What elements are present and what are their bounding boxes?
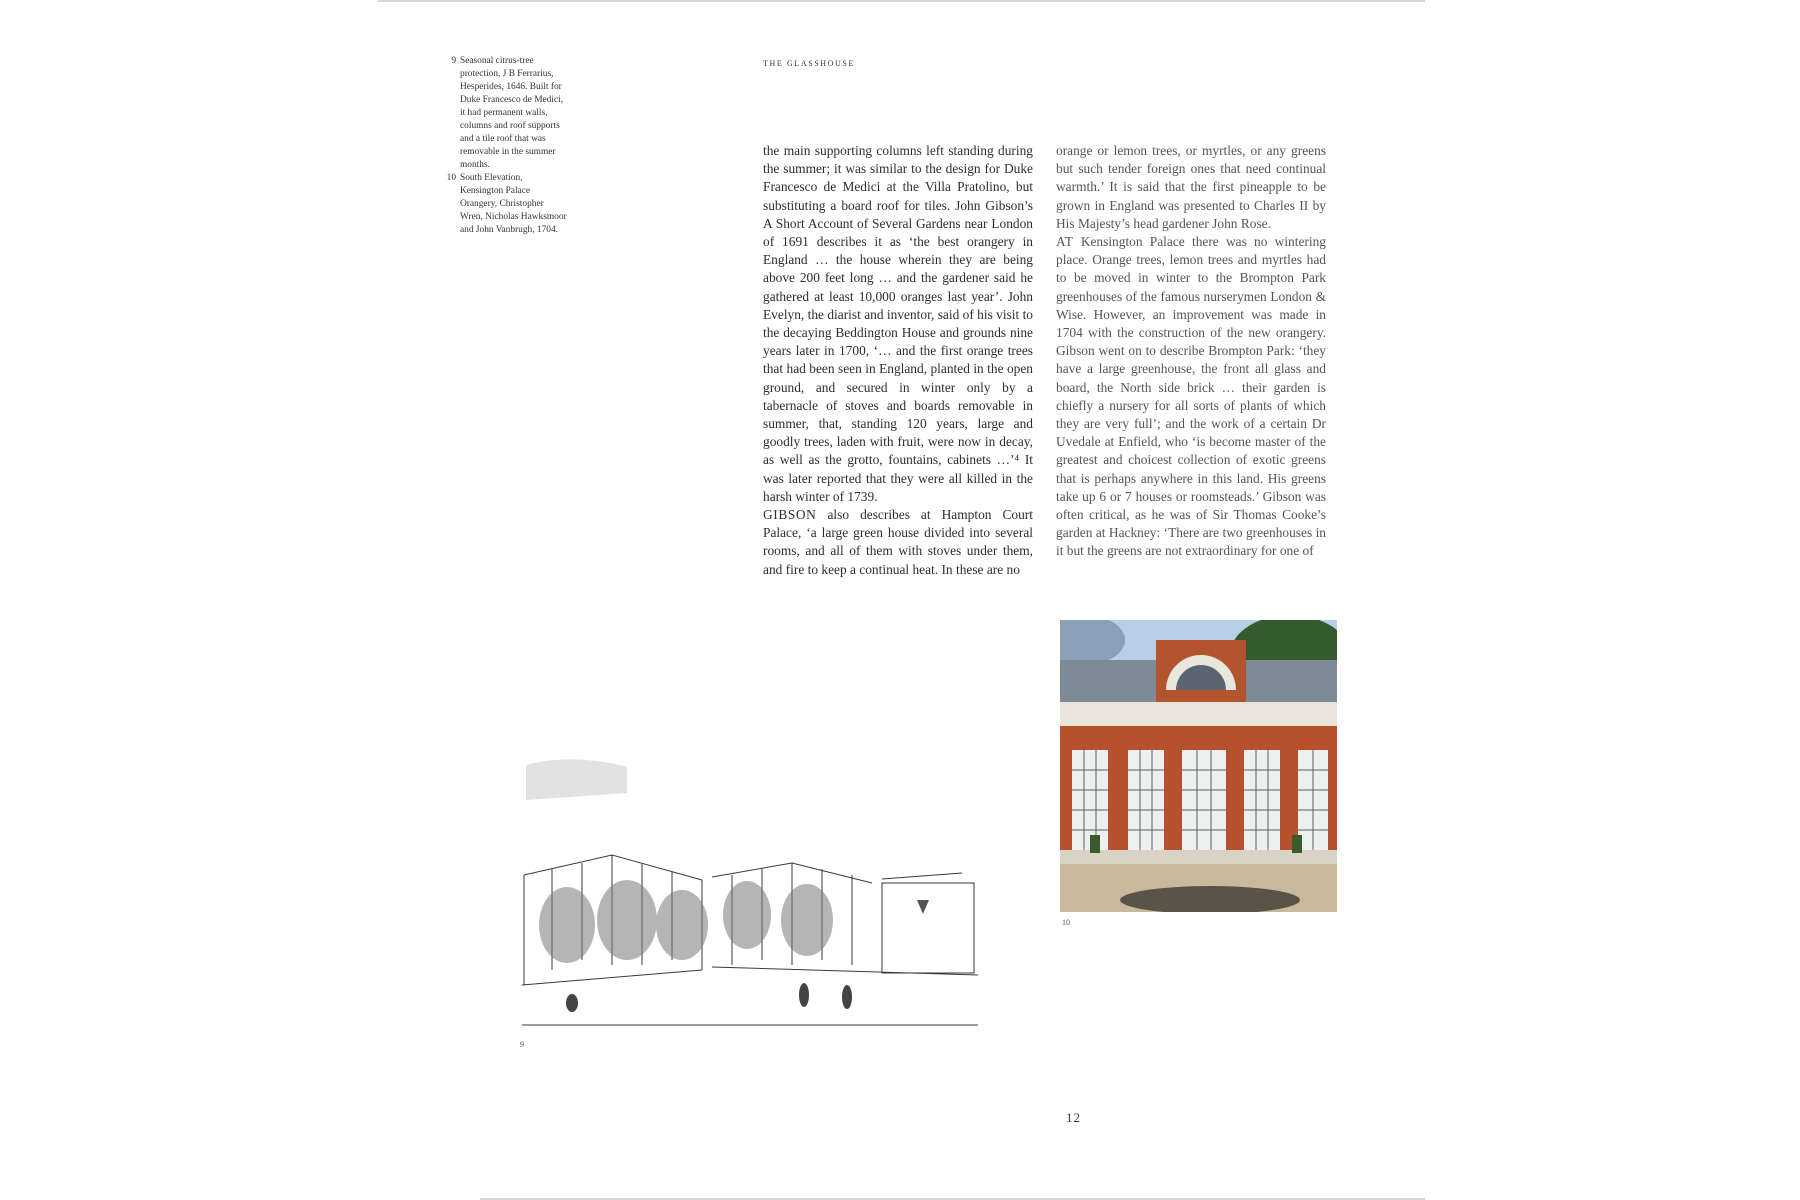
caption-9: [438, 55, 568, 172]
orangery-photo: [1060, 620, 1337, 912]
paragraph-lead: AT: [1056, 234, 1074, 250]
paragraph: orange or lemon trees, or myrtles, or any greens but such tender foreign ones that need continual warmth.’ It is said that the first pineapple to be grown in England was presented to Charles II by His Majesty’s head gardener John Rose.: [1056, 143, 1326, 231]
paragraph-text: also describes at Hampton Court Palace, ‘a large green house divided into several rooms, and all of them with stoves under them, and fire to keep a continual heat. In these are no: [763, 507, 1033, 577]
page-top-edge: [378, 0, 1425, 2]
paragraph: the main supporting columns left standing during the summer; it was similar to the design for Duke Francesco de Medici at the Villa Pratolino, but substituting a board roof for tiles. John Gibson’s A Short Account of Several Gardens near London of 1691 describes it as ‘the best orangery in England … the house wherein they are being above 200 feet long … and the gardener said he gathered at least 10,000 oranges last year’. John Evelyn, the diarist and inventor, said of his visit to the decaying Beddington House and grounds nine years later in 1700, ‘… and the first orange trees that had been seen in England, planted in the open ground, and secured in winter only by a tabernacle of stoves and boards removable in summer, that, standing 120 years, large and goodly trees, laden with fruit, were now in decay, as well as the grotto, fountains, cabinets …’⁴ It was later reported that they were all killed in the harsh winter of 1739.: [763, 143, 1033, 504]
engraving-illustration: [522, 755, 978, 1035]
paragraph: [1056, 233, 1326, 561]
figure-number: 9: [520, 1040, 524, 1049]
body-column-left: [763, 142, 1033, 579]
figure-number: 10: [1062, 918, 1070, 927]
running-head: THE GLASSHOUSE: [763, 59, 855, 68]
paragraph: [763, 506, 1033, 579]
page-number: 12: [1066, 1110, 1081, 1125]
paragraph-lead: GIBSON: [763, 507, 817, 523]
caption-number: 9: [451, 56, 456, 66]
body-column-right: [1056, 142, 1326, 561]
figure-captions: [438, 55, 568, 237]
caption-10: [438, 172, 568, 237]
paragraph-text: Kensington Palace there was no wintering place. Orange trees, lemon trees and myrtles had to be moved in winter to the Brompton Park greenhouses of the famous nurserymen London & Wise. However, an improvement was made in 1704 with the construction of the new orangery. Gibson went on to describe Brompton Park: ‘they have a large greenhouse, the front all glass and board, the North side brick … their garden is chiefly a nursery for all sorts of plants of which they are very full’; and the work of a certain Dr Uvedale at Enfield, who ‘is become master of the greatest and choicest collection of exotic greens that is perhaps anywhere in this land. His greens take up 6 or 7 houses or roomsteads.’ Gibson was often critical, as he was of Sir Thomas Cooke’s garden at Hackney: ‘There are two greenhouses in it but the greens are not extraordinary for one of: [1056, 234, 1326, 559]
caption-text: South Elevation, Kensington Palace Orangery, Christopher Wren, Nicholas Hawksmoor and John Vanbrugh, 1704.: [460, 173, 567, 235]
caption-number: 10: [446, 173, 456, 183]
caption-text: Seasonal citrus-tree protection, J B Ferrarius, Hesperides, 1646. Built for Duke Francesco de Medici, it had permanent walls, columns and roof supports and a tile roof that was removable in the summer months.: [460, 56, 564, 170]
